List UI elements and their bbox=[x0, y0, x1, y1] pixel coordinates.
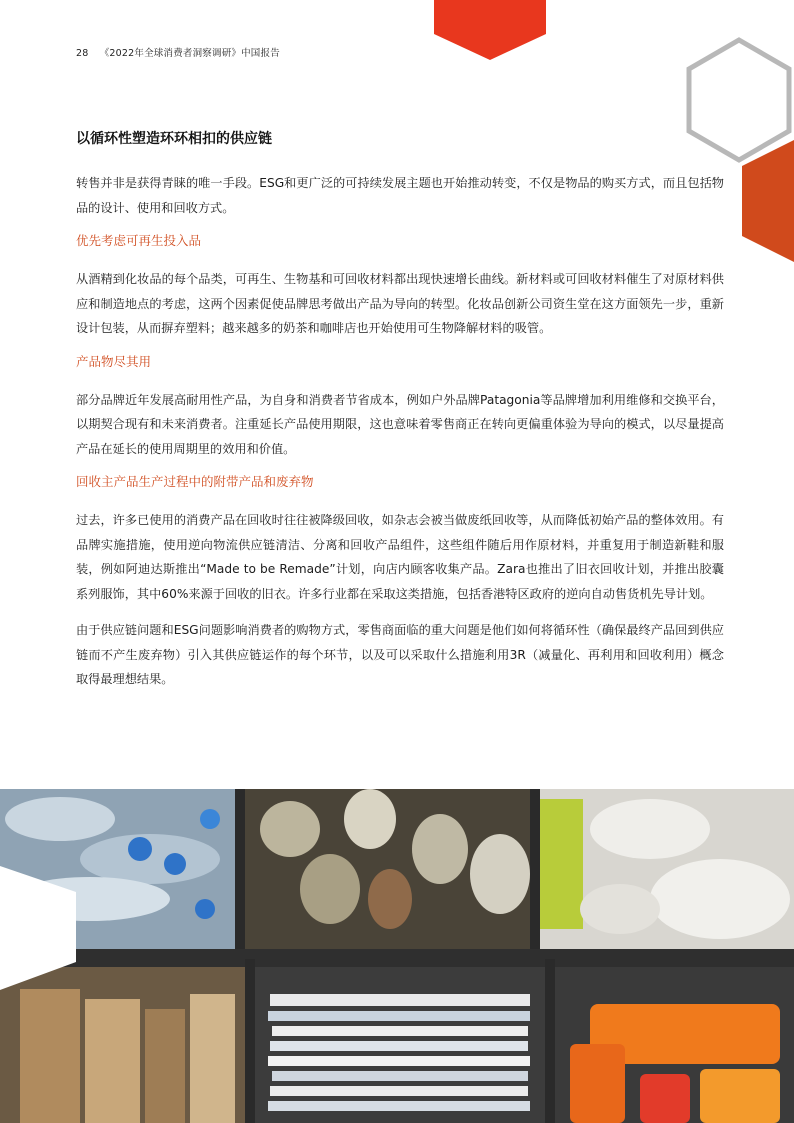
subheading-byproduct-recycling: 回收主产品生产过程中的附带产品和废弃物 bbox=[76, 474, 314, 489]
recycling-bins-photo bbox=[0, 789, 794, 1123]
running-header bbox=[76, 45, 280, 59]
intro-paragraph: 转售并非是获得青睐的唯一手段。ESG和更广泛的可持续发展主题也开始推动转变，不仅是物品的购买方式，而且包括物品的设计、使用和回收方式。 bbox=[76, 176, 724, 215]
byproduct-recycling-paragraph: 过去，许多已使用的消费产品在回收时往往被降级回收，如杂志会被当做废纸回收等，从而降低初始产品的整体效用。有品牌实施措施，使用逆向物流供应链清洁、分离和回收产品组件，这些组件随后用作原材料，并重复用于制造新鞋和服装，例如阿迪达斯推出“Made to be Remade”计划，向店内顾客收集产品。Zara也推出了旧衣回收计划，并推出胶囊系列服饰，其中60%来源于回收的旧衣。许多行业都在采取这类措施，包括香港特区政府的逆向自动售货机先导计划。 bbox=[76, 513, 724, 601]
red-hexagon-decoration bbox=[434, 0, 546, 62]
subheading-product-longevity: 产品物尽其用 bbox=[76, 353, 152, 369]
closing-paragraph: 由于供应链问题和ESG问题影响消费者的购物方式，零售商面临的重大问题是他们如何将循环性（确保最终产品回到供应链而不产生废弃物）引入其供应链运作的每个环节，以及可以采取什么措施利用3R（减量化、再利用和回收利用）概念取得最理想结果。 bbox=[76, 623, 724, 686]
white-hexagon-decoration bbox=[0, 866, 78, 992]
renewable-inputs-paragraph: 从酒精到化妆品的每个品类，可再生、生物基和可回收材料都出现快速增长曲线。新材料或可回收材料催生了对原材料供应和制造地点的考虑，这两个因素促使品牌思考做出产品为导向的转型。化妆品创新公司资生堂在这方面领先一步，重新设计包装，从而摒弃塑料；越来越多的奶茶和咖啡店也开始使用可生物降解材料的吸管。 bbox=[76, 272, 724, 335]
report-title: 《2022年全球消费者洞察调研》中国报告 bbox=[99, 48, 280, 59]
article-body bbox=[76, 128, 724, 704]
subheading-renewable-inputs: 优先考虑可再生投入品 bbox=[76, 233, 202, 248]
product-longevity-paragraph: 部分品牌近年发展高耐用性产品，为自身和消费者节省成本，例如户外品牌Patagonia等品牌增加利用维修和交换平台，以期契合现有和未来消费者。注重延长产品使用期限，这也意味着零售商正在转向更偏重体验为导向的模式，以尽量提高产品在延长的使用周期里的效用和价值。 bbox=[76, 392, 724, 456]
section-title: 以循环性塑造环环相扣的供应链 bbox=[76, 131, 272, 147]
orange-hexagon-decoration bbox=[742, 140, 794, 262]
page-number: 28 bbox=[76, 48, 89, 59]
